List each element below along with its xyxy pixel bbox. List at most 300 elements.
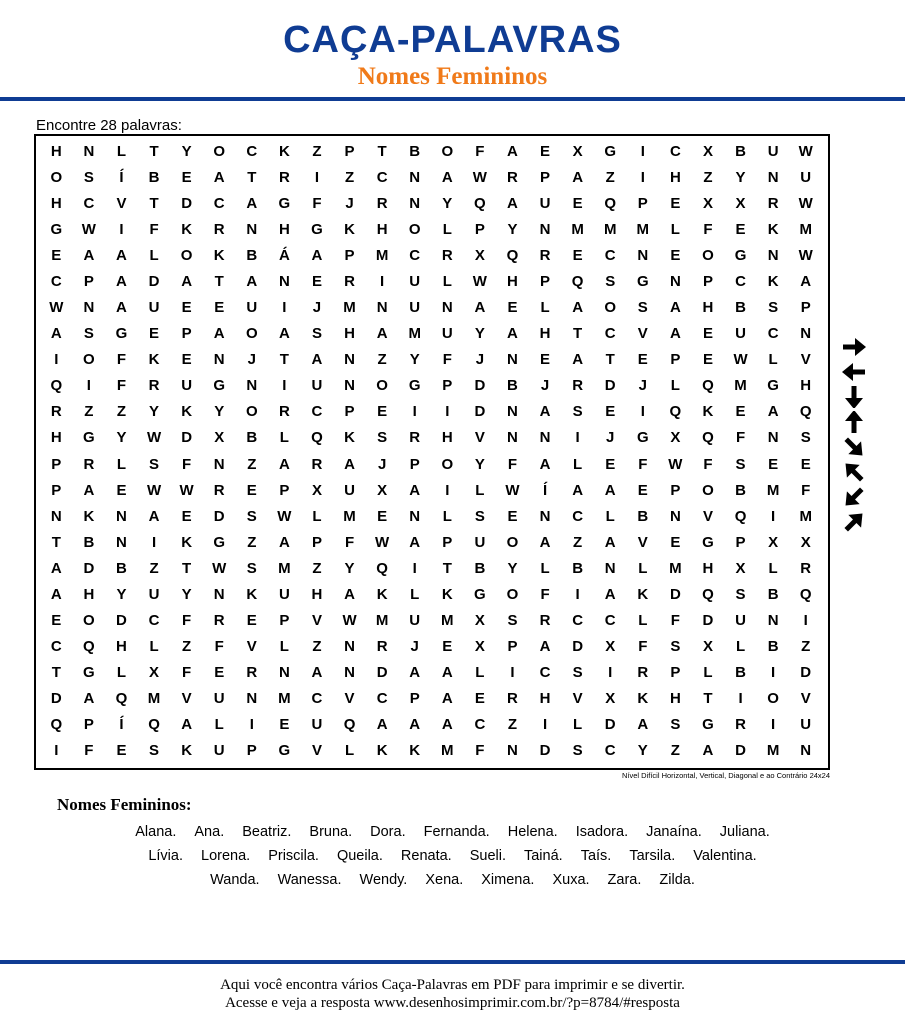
grid-cell[interactable]: B [116, 559, 127, 577]
grid-cell[interactable]: O [767, 690, 779, 708]
grid-cell[interactable]: N [83, 299, 95, 317]
grid-cell[interactable]: C [376, 168, 388, 186]
grid-cell[interactable]: N [376, 299, 388, 317]
grid-cell[interactable]: F [540, 585, 550, 603]
grid-cell[interactable]: I [54, 742, 59, 760]
grid-cell[interactable]: K [148, 351, 160, 369]
grid-cell[interactable]: N [669, 272, 681, 290]
grid-cell[interactable]: A [83, 246, 95, 264]
grid-cell[interactable]: G [636, 272, 649, 290]
grid-cell[interactable]: F [149, 220, 159, 238]
grid-cell[interactable]: S [735, 455, 746, 473]
grid-cell[interactable]: A [767, 403, 779, 421]
grid-cell[interactable]: S [637, 299, 648, 317]
grid-cell[interactable]: N [116, 533, 127, 551]
grid-cell[interactable]: O [506, 533, 519, 551]
grid-cell[interactable]: A [116, 299, 127, 317]
grid-cell[interactable]: H [669, 168, 681, 186]
grid-cell[interactable]: N [344, 351, 355, 369]
grid-cell[interactable]: D [474, 377, 486, 395]
grid-cell[interactable]: Z [670, 742, 680, 760]
grid-cell[interactable]: V [800, 351, 811, 369]
grid-cell[interactable]: A [344, 455, 355, 473]
grid-cell[interactable]: C [572, 612, 584, 630]
grid-cell[interactable]: N [539, 507, 551, 525]
grid-cell[interactable]: W [798, 194, 813, 212]
grid-cell[interactable]: Q [115, 690, 128, 708]
grid-cell[interactable]: X [800, 533, 811, 551]
grid-cell[interactable]: E [670, 533, 681, 551]
grid-cell[interactable]: J [638, 377, 647, 395]
grid-cell[interactable]: Q [311, 429, 323, 447]
grid-cell[interactable]: K [246, 585, 258, 603]
grid-cell[interactable]: W [798, 246, 813, 264]
grid-cell[interactable]: P [51, 455, 62, 473]
grid-cell[interactable]: U [148, 299, 160, 317]
grid-cell[interactable]: N [507, 351, 518, 369]
grid-cell[interactable]: K [409, 742, 421, 760]
grid-cell[interactable]: Z [116, 403, 127, 421]
grid-cell[interactable]: R [800, 559, 812, 577]
grid-cell[interactable]: I [249, 716, 254, 734]
grid-cell[interactable]: L [279, 638, 289, 656]
grid-cell[interactable]: N [213, 585, 225, 603]
grid-cell[interactable]: I [282, 299, 287, 317]
grid-cell[interactable]: V [800, 690, 811, 708]
grid-cell[interactable]: A [213, 325, 225, 343]
grid-cell[interactable]: Y [409, 351, 420, 369]
grid-cell[interactable]: Q [50, 377, 63, 395]
grid-cell[interactable]: Y [507, 220, 518, 238]
grid-cell[interactable]: A [181, 272, 193, 290]
grid-cell[interactable]: H [83, 585, 95, 603]
grid-cell[interactable]: X [311, 481, 322, 499]
grid-cell[interactable]: G [213, 377, 226, 395]
grid-cell[interactable]: S [507, 612, 518, 630]
grid-cell[interactable]: X [572, 142, 583, 160]
grid-cell[interactable]: Z [247, 455, 257, 473]
grid-cell[interactable]: L [442, 507, 452, 525]
grid-cell[interactable]: Z [703, 168, 713, 186]
grid-cell[interactable]: F [670, 612, 680, 630]
grid-cell[interactable]: X [149, 664, 160, 682]
grid-cell[interactable]: A [572, 168, 584, 186]
grid-cell[interactable]: A [539, 533, 551, 551]
grid-cell[interactable]: T [51, 664, 61, 682]
grid-cell[interactable]: L [703, 664, 713, 682]
grid-cell[interactable]: C [213, 194, 225, 212]
grid-cell[interactable]: E [702, 351, 713, 369]
grid-cell[interactable]: A [376, 325, 388, 343]
grid-cell[interactable]: Q [604, 194, 617, 212]
grid-cell[interactable]: U [148, 585, 160, 603]
grid-cell[interactable]: O [83, 612, 95, 630]
grid-cell[interactable]: Í [119, 716, 124, 734]
grid-cell[interactable]: J [475, 351, 485, 369]
grid-cell[interactable]: S [246, 559, 257, 577]
grid-cell[interactable]: Á [278, 246, 290, 264]
grid-cell[interactable]: Y [344, 559, 355, 577]
grid-cell[interactable]: B [767, 638, 779, 656]
grid-cell[interactable]: S [246, 507, 257, 525]
grid-cell[interactable]: L [116, 664, 127, 682]
grid-cell[interactable]: F [116, 351, 127, 369]
grid-cell[interactable]: P [540, 272, 551, 290]
grid-cell[interactable]: D [735, 742, 746, 760]
grid-cell[interactable]: N [213, 351, 225, 369]
grid-cell[interactable]: E [442, 638, 453, 656]
grid-cell[interactable]: G [83, 664, 95, 682]
grid-cell[interactable]: E [51, 246, 62, 264]
grid-cell[interactable]: E [214, 299, 225, 317]
grid-cell[interactable]: M [603, 220, 617, 238]
grid-cell[interactable]: K [213, 246, 225, 264]
grid-cell[interactable]: E [181, 351, 192, 369]
grid-cell[interactable]: D [116, 612, 127, 630]
grid-cell[interactable]: S [83, 325, 94, 343]
grid-cell[interactable]: C [539, 664, 551, 682]
grid-cell[interactable]: N [246, 377, 258, 395]
grid-cell[interactable]: R [441, 246, 453, 264]
grid-cell[interactable]: K [278, 142, 290, 160]
grid-cell[interactable]: K [376, 585, 388, 603]
grid-cell[interactable]: M [636, 220, 650, 238]
grid-cell[interactable]: G [50, 220, 63, 238]
grid-cell[interactable]: N [767, 612, 779, 630]
grid-cell[interactable]: A [441, 690, 453, 708]
grid-cell[interactable]: N [116, 507, 127, 525]
grid-cell[interactable]: E [572, 194, 583, 212]
grid-cell[interactable]: I [282, 377, 287, 395]
grid-cell[interactable]: Q [376, 559, 388, 577]
grid-cell[interactable]: U [767, 142, 779, 160]
grid-cell[interactable]: T [703, 690, 713, 708]
grid-cell[interactable]: G [767, 377, 779, 395]
grid-cell[interactable]: E [181, 507, 192, 525]
grid-cell[interactable]: Q [50, 716, 63, 734]
word-search-grid[interactable] [34, 134, 830, 770]
grid-cell[interactable]: G [604, 142, 617, 160]
grid-cell[interactable]: K [181, 403, 193, 421]
grid-cell[interactable]: Y [735, 168, 746, 186]
grid-cell[interactable]: H [702, 299, 714, 317]
grid-cell[interactable]: E [181, 168, 192, 186]
grid-cell[interactable]: Q [83, 638, 95, 656]
grid-cell[interactable]: C [409, 246, 421, 264]
grid-cell[interactable]: A [539, 403, 551, 421]
grid-cell[interactable]: L [638, 612, 648, 630]
grid-cell[interactable]: A [311, 664, 323, 682]
grid-cell[interactable]: Q [799, 403, 812, 421]
grid-cell[interactable]: I [771, 716, 776, 734]
grid-cell[interactable]: A [441, 664, 453, 682]
grid-cell[interactable]: M [571, 220, 584, 238]
grid-cell[interactable]: H [50, 142, 62, 160]
grid-cell[interactable]: Z [377, 351, 387, 369]
grid-cell[interactable]: H [702, 559, 714, 577]
grid-cell[interactable]: Y [474, 455, 485, 473]
grid-cell[interactable]: Y [181, 585, 192, 603]
grid-cell[interactable]: E [51, 612, 62, 630]
grid-cell[interactable]: A [181, 716, 193, 734]
grid-cell[interactable]: X [214, 429, 225, 447]
grid-cell[interactable]: I [151, 533, 157, 551]
grid-cell[interactable]: R [507, 690, 518, 708]
grid-cell[interactable]: Z [312, 638, 322, 656]
grid-cell[interactable]: A [669, 325, 681, 343]
grid-cell[interactable]: H [50, 194, 62, 212]
grid-cell[interactable]: C [604, 612, 616, 630]
grid-cell[interactable]: O [408, 220, 421, 238]
grid-cell[interactable]: T [605, 351, 615, 369]
grid-cell[interactable]: U [409, 299, 421, 317]
grid-cell[interactable]: L [605, 507, 615, 525]
grid-cell[interactable]: T [377, 142, 387, 160]
grid-cell[interactable]: X [605, 638, 616, 656]
grid-cell[interactable]: R [767, 194, 779, 212]
grid-cell[interactable]: L [573, 716, 583, 734]
grid-cell[interactable]: D [181, 429, 193, 447]
grid-cell[interactable]: Y [474, 325, 485, 343]
grid-cell[interactable]: K [181, 742, 193, 760]
grid-cell[interactable]: M [441, 742, 454, 760]
grid-cell[interactable]: W [505, 481, 520, 499]
grid-cell[interactable]: T [247, 168, 257, 186]
grid-cell[interactable]: D [604, 377, 616, 395]
grid-cell[interactable]: X [474, 638, 485, 656]
grid-cell[interactable]: E [507, 507, 518, 525]
grid-cell[interactable]: W [472, 272, 487, 290]
grid-cell[interactable]: N [669, 507, 681, 525]
grid-cell[interactable]: Q [702, 377, 714, 395]
grid-cell[interactable]: U [181, 377, 193, 395]
grid-cell[interactable]: V [637, 325, 648, 343]
grid-cell[interactable]: H [376, 220, 388, 238]
grid-cell[interactable]: D [669, 585, 681, 603]
grid-cell[interactable]: H [311, 585, 323, 603]
grid-cell[interactable]: R [278, 403, 290, 421]
grid-cell[interactable]: P [181, 325, 192, 343]
grid-cell[interactable]: P [474, 220, 485, 238]
grid-cell[interactable]: N [767, 168, 779, 186]
grid-cell[interactable]: W [733, 351, 748, 369]
grid-cell[interactable]: A [278, 325, 290, 343]
grid-cell[interactable]: U [409, 272, 421, 290]
grid-cell[interactable]: I [738, 690, 743, 708]
grid-cell[interactable]: H [539, 690, 551, 708]
grid-cell[interactable]: O [50, 168, 63, 186]
grid-cell[interactable]: A [278, 455, 290, 473]
grid-cell[interactable]: T [442, 559, 452, 577]
grid-cell[interactable]: E [540, 351, 551, 369]
grid-cell[interactable]: D [539, 742, 551, 760]
grid-cell[interactable]: M [799, 507, 812, 525]
grid-cell[interactable]: A [409, 481, 421, 499]
grid-cell[interactable]: K [83, 507, 95, 525]
grid-cell[interactable]: M [669, 559, 682, 577]
grid-cell[interactable]: H [507, 272, 518, 290]
grid-cell[interactable]: O [441, 455, 454, 473]
grid-cell[interactable]: N [507, 403, 518, 421]
grid-cell[interactable]: T [149, 142, 159, 160]
grid-cell[interactable]: G [408, 377, 421, 395]
grid-cell[interactable]: R [213, 612, 225, 630]
grid-cell[interactable]: U [344, 481, 355, 499]
grid-cell[interactable]: H [800, 377, 812, 395]
grid-cell[interactable]: F [182, 612, 192, 630]
grid-cell[interactable]: L [149, 246, 159, 264]
grid-cell[interactable]: L [670, 220, 680, 238]
grid-cell[interactable]: V [637, 533, 648, 551]
grid-cell[interactable]: E [605, 455, 616, 473]
grid-cell[interactable]: W [277, 507, 292, 525]
grid-cell[interactable]: U [800, 716, 812, 734]
grid-cell[interactable]: E [768, 455, 779, 473]
grid-cell[interactable]: Z [84, 403, 94, 421]
grid-cell[interactable]: J [410, 638, 419, 656]
grid-cell[interactable]: O [702, 246, 714, 264]
grid-cell[interactable]: A [441, 716, 453, 734]
grid-cell[interactable]: S [572, 742, 583, 760]
grid-cell[interactable]: F [442, 351, 452, 369]
grid-cell[interactable]: L [442, 272, 452, 290]
grid-cell[interactable]: B [83, 533, 95, 551]
grid-cell[interactable]: Í [542, 481, 548, 499]
grid-cell[interactable]: Y [637, 742, 648, 760]
grid-cell[interactable]: C [50, 638, 62, 656]
grid-cell[interactable]: L [442, 220, 452, 238]
grid-cell[interactable]: U [278, 585, 290, 603]
grid-cell[interactable]: D [148, 272, 160, 290]
grid-cell[interactable]: P [702, 272, 713, 290]
grid-cell[interactable]: H [344, 325, 355, 343]
grid-cell[interactable]: I [510, 664, 515, 682]
grid-cell[interactable]: O [702, 481, 714, 499]
grid-cell[interactable]: R [409, 429, 421, 447]
grid-cell[interactable]: N [637, 246, 649, 264]
grid-cell[interactable]: O [441, 142, 454, 160]
grid-cell[interactable]: B [148, 168, 160, 186]
grid-cell[interactable]: A [311, 351, 323, 369]
grid-cell[interactable]: P [83, 716, 94, 734]
grid-cell[interactable]: G [702, 533, 714, 551]
grid-cell[interactable]: D [376, 664, 388, 682]
grid-cell[interactable]: U [213, 742, 225, 760]
grid-cell[interactable]: A [409, 664, 421, 682]
grid-cell[interactable]: R [213, 220, 225, 238]
grid-cell[interactable]: W [49, 299, 64, 317]
grid-cell[interactable]: B [735, 142, 746, 160]
grid-cell[interactable]: N [213, 455, 225, 473]
grid-cell[interactable]: W [146, 481, 162, 499]
grid-cell[interactable]: S [149, 742, 160, 760]
grid-cell[interactable]: C [604, 246, 616, 264]
grid-cell[interactable]: F [703, 455, 713, 473]
grid-cell[interactable]: X [702, 638, 713, 656]
grid-cell[interactable]: P [442, 533, 453, 551]
grid-cell[interactable]: P [540, 168, 551, 186]
grid-cell[interactable]: U [735, 612, 746, 630]
grid-cell[interactable]: Q [343, 716, 356, 734]
grid-cell[interactable]: Q [571, 272, 584, 290]
grid-cell[interactable]: E [507, 299, 518, 317]
grid-cell[interactable]: R [735, 716, 746, 734]
grid-cell[interactable]: R [376, 194, 388, 212]
grid-cell[interactable]: K [767, 220, 779, 238]
grid-cell[interactable]: B [507, 377, 518, 395]
grid-cell[interactable]: A [246, 194, 258, 212]
grid-cell[interactable]: E [735, 220, 746, 238]
grid-cell[interactable]: B [246, 246, 258, 264]
grid-cell[interactable]: A [148, 507, 160, 525]
grid-cell[interactable]: B [767, 585, 779, 603]
grid-cell[interactable]: A [50, 585, 62, 603]
grid-cell[interactable]: F [84, 742, 94, 760]
grid-cell[interactable]: P [83, 272, 94, 290]
grid-cell[interactable]: F [801, 481, 811, 499]
grid-cell[interactable]: L [475, 664, 485, 682]
grid-cell[interactable]: F [475, 742, 485, 760]
grid-cell[interactable]: Y [442, 194, 453, 212]
grid-cell[interactable]: A [507, 325, 518, 343]
grid-cell[interactable]: N [50, 507, 62, 525]
grid-cell[interactable]: U [311, 377, 323, 395]
grid-cell[interactable]: L [116, 142, 127, 160]
grid-cell[interactable]: O [83, 351, 95, 369]
grid-cell[interactable]: J [606, 429, 615, 447]
grid-cell[interactable]: R [376, 638, 388, 656]
grid-cell[interactable]: K [181, 533, 193, 551]
grid-cell[interactable]: M [343, 299, 356, 317]
grid-cell[interactable]: C [604, 325, 616, 343]
grid-cell[interactable]: X [702, 142, 713, 160]
grid-cell[interactable]: H [278, 220, 290, 238]
grid-cell[interactable]: L [540, 299, 550, 317]
grid-cell[interactable]: C [474, 716, 486, 734]
grid-cell[interactable]: M [375, 612, 389, 630]
grid-cell[interactable]: F [116, 377, 127, 395]
grid-cell[interactable]: L [638, 559, 648, 577]
grid-cell[interactable]: A [539, 638, 551, 656]
grid-cell[interactable]: V [181, 690, 192, 708]
grid-cell[interactable]: E [116, 742, 127, 760]
grid-cell[interactable]: N [767, 246, 779, 264]
grid-cell[interactable]: A [572, 299, 584, 317]
grid-cell[interactable]: Y [214, 403, 225, 421]
grid-cell[interactable]: A [50, 559, 62, 577]
grid-cell[interactable]: C [735, 272, 746, 290]
grid-cell[interactable]: A [50, 325, 62, 343]
grid-cell[interactable]: P [311, 533, 322, 551]
grid-cell[interactable]: H [441, 429, 453, 447]
grid-cell[interactable]: A [344, 585, 355, 603]
grid-cell[interactable]: P [670, 481, 681, 499]
grid-cell[interactable]: E [214, 664, 225, 682]
grid-cell[interactable]: B [735, 664, 746, 682]
grid-cell[interactable]: W [81, 220, 96, 238]
grid-cell[interactable]: G [83, 429, 95, 447]
grid-cell[interactable]: C [604, 742, 616, 760]
grid-cell[interactable]: M [147, 690, 161, 708]
grid-cell[interactable]: Q [702, 585, 714, 603]
grid-cell[interactable]: P [344, 142, 355, 160]
grid-cell[interactable]: F [182, 455, 192, 473]
grid-cell[interactable]: V [311, 742, 322, 760]
grid-cell[interactable]: C [83, 194, 95, 212]
grid-cell[interactable]: H [116, 638, 127, 656]
grid-cell[interactable]: L [735, 638, 746, 656]
grid-cell[interactable]: A [83, 481, 95, 499]
